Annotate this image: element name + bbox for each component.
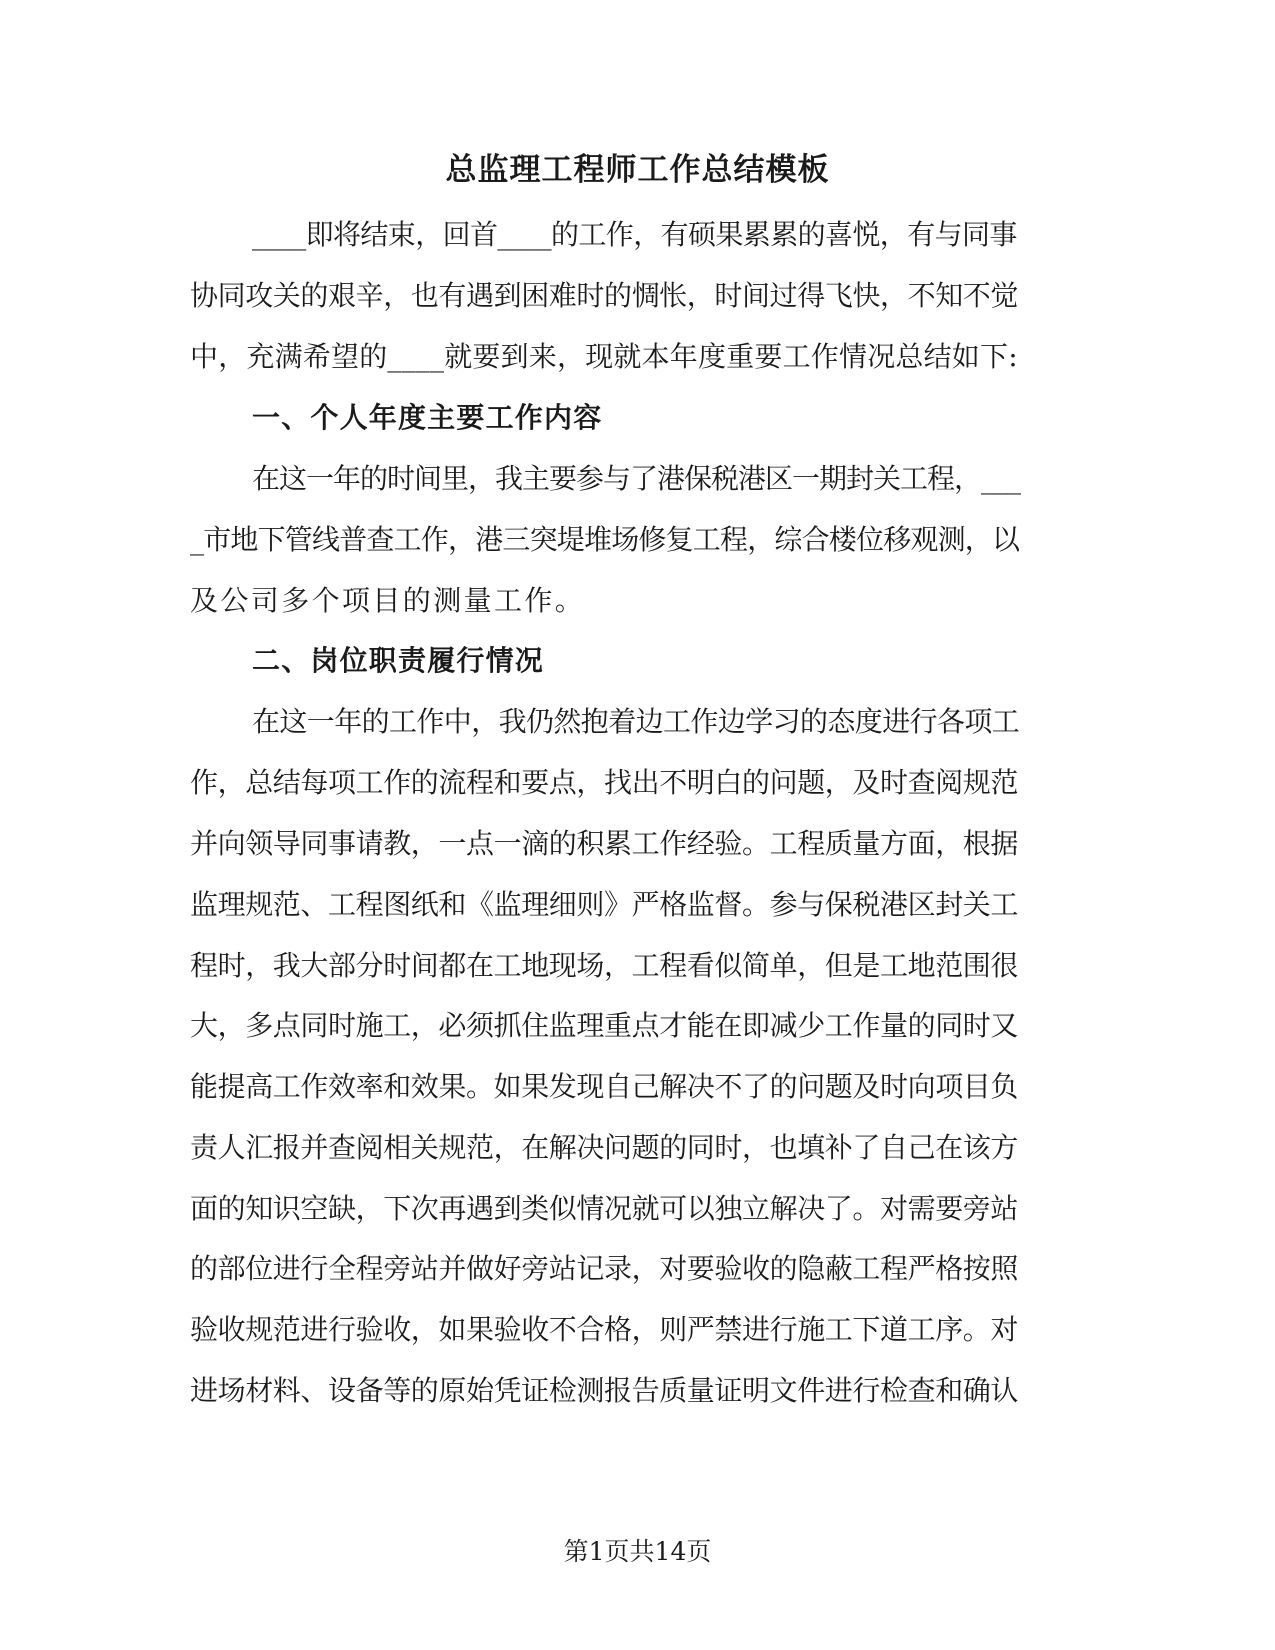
section-2-line-7: 能提高工作效率和效果。如果发现自己解决不了的问题及时向项目负 (190, 1070, 1019, 1103)
section-2-line-6: 大，多点同时施工，必须抓住监理重点才能在即减少工作量的同时又 (190, 1009, 1019, 1042)
intro-line-3: 中，充满希望的____就要到来，现就本年度重要工作情况总结如下: (190, 340, 1018, 373)
section-2-line-12: 进场材料、设备等的原始凭证检测报告质量证明文件进行检查和确认 (190, 1374, 1019, 1407)
section-2-line-5: 程时，我大部分时间都在工地现场，工程看似简单，但是工地范围很 (190, 949, 1019, 982)
intro-line-1: ____即将结束，回首____的工作，有硕果累累的喜悦，有与同事 (252, 218, 1017, 251)
section-2-line-8: 责人汇报并查阅相关规范，在解决问题的同时，也填补了自己在该方 (190, 1131, 1019, 1164)
section-2-line-10: 的部位进行全程旁站并做好旁站记录，对要验收的隐蔽工程严格按照 (190, 1252, 1019, 1285)
document-title: 总监理工程师工作总结模板 (445, 152, 830, 188)
section-2-line-3: 并向领导同事请教，一点一滴的积累工作经验。工程质量方面，根据 (190, 827, 1019, 860)
section-1-line-2: _市地下管线普查工作，港三突堤堆场修复工程，综合楼位移观测，以 (190, 523, 1020, 556)
section-1-heading: 一、个人年度主要工作内容 (252, 401, 603, 434)
section-2-line-11: 验收规范进行验收，如果验收不合格，则严禁进行施工下道工序。对 (190, 1313, 1019, 1346)
section-2-line-2: 作，总结每项工作的流程和要点，找出不明白的问题，及时查阅规范 (190, 766, 1019, 799)
section-2-line-1: 在这一年的工作中，我仍然抱着边工作边学习的态度进行各项工 (252, 705, 1020, 738)
intro-line-2: 协同攻关的艰辛，也有遇到困难时的惆怅，时间过得飞快，不知不觉 (190, 279, 1019, 312)
section-2-line-9: 面的知识空缺，下次再遇到类似情况就可以独立解决了。对需要旁站 (190, 1192, 1019, 1225)
section-2-heading: 二、岗位职责履行情况 (252, 644, 545, 677)
section-1-line-3: 及公司多个项目的测量工作。 (190, 584, 586, 617)
section-1-line-1: 在这一年的时间里，我主要参与了港保税港区一期封关工程，___ (252, 462, 1021, 495)
section-2-line-4: 监理规范、工程图纸和《监理细则》严格监督。参与保税港区封关工 (190, 888, 1019, 921)
page-number-footer: 第1页共14页 (563, 1537, 712, 1566)
